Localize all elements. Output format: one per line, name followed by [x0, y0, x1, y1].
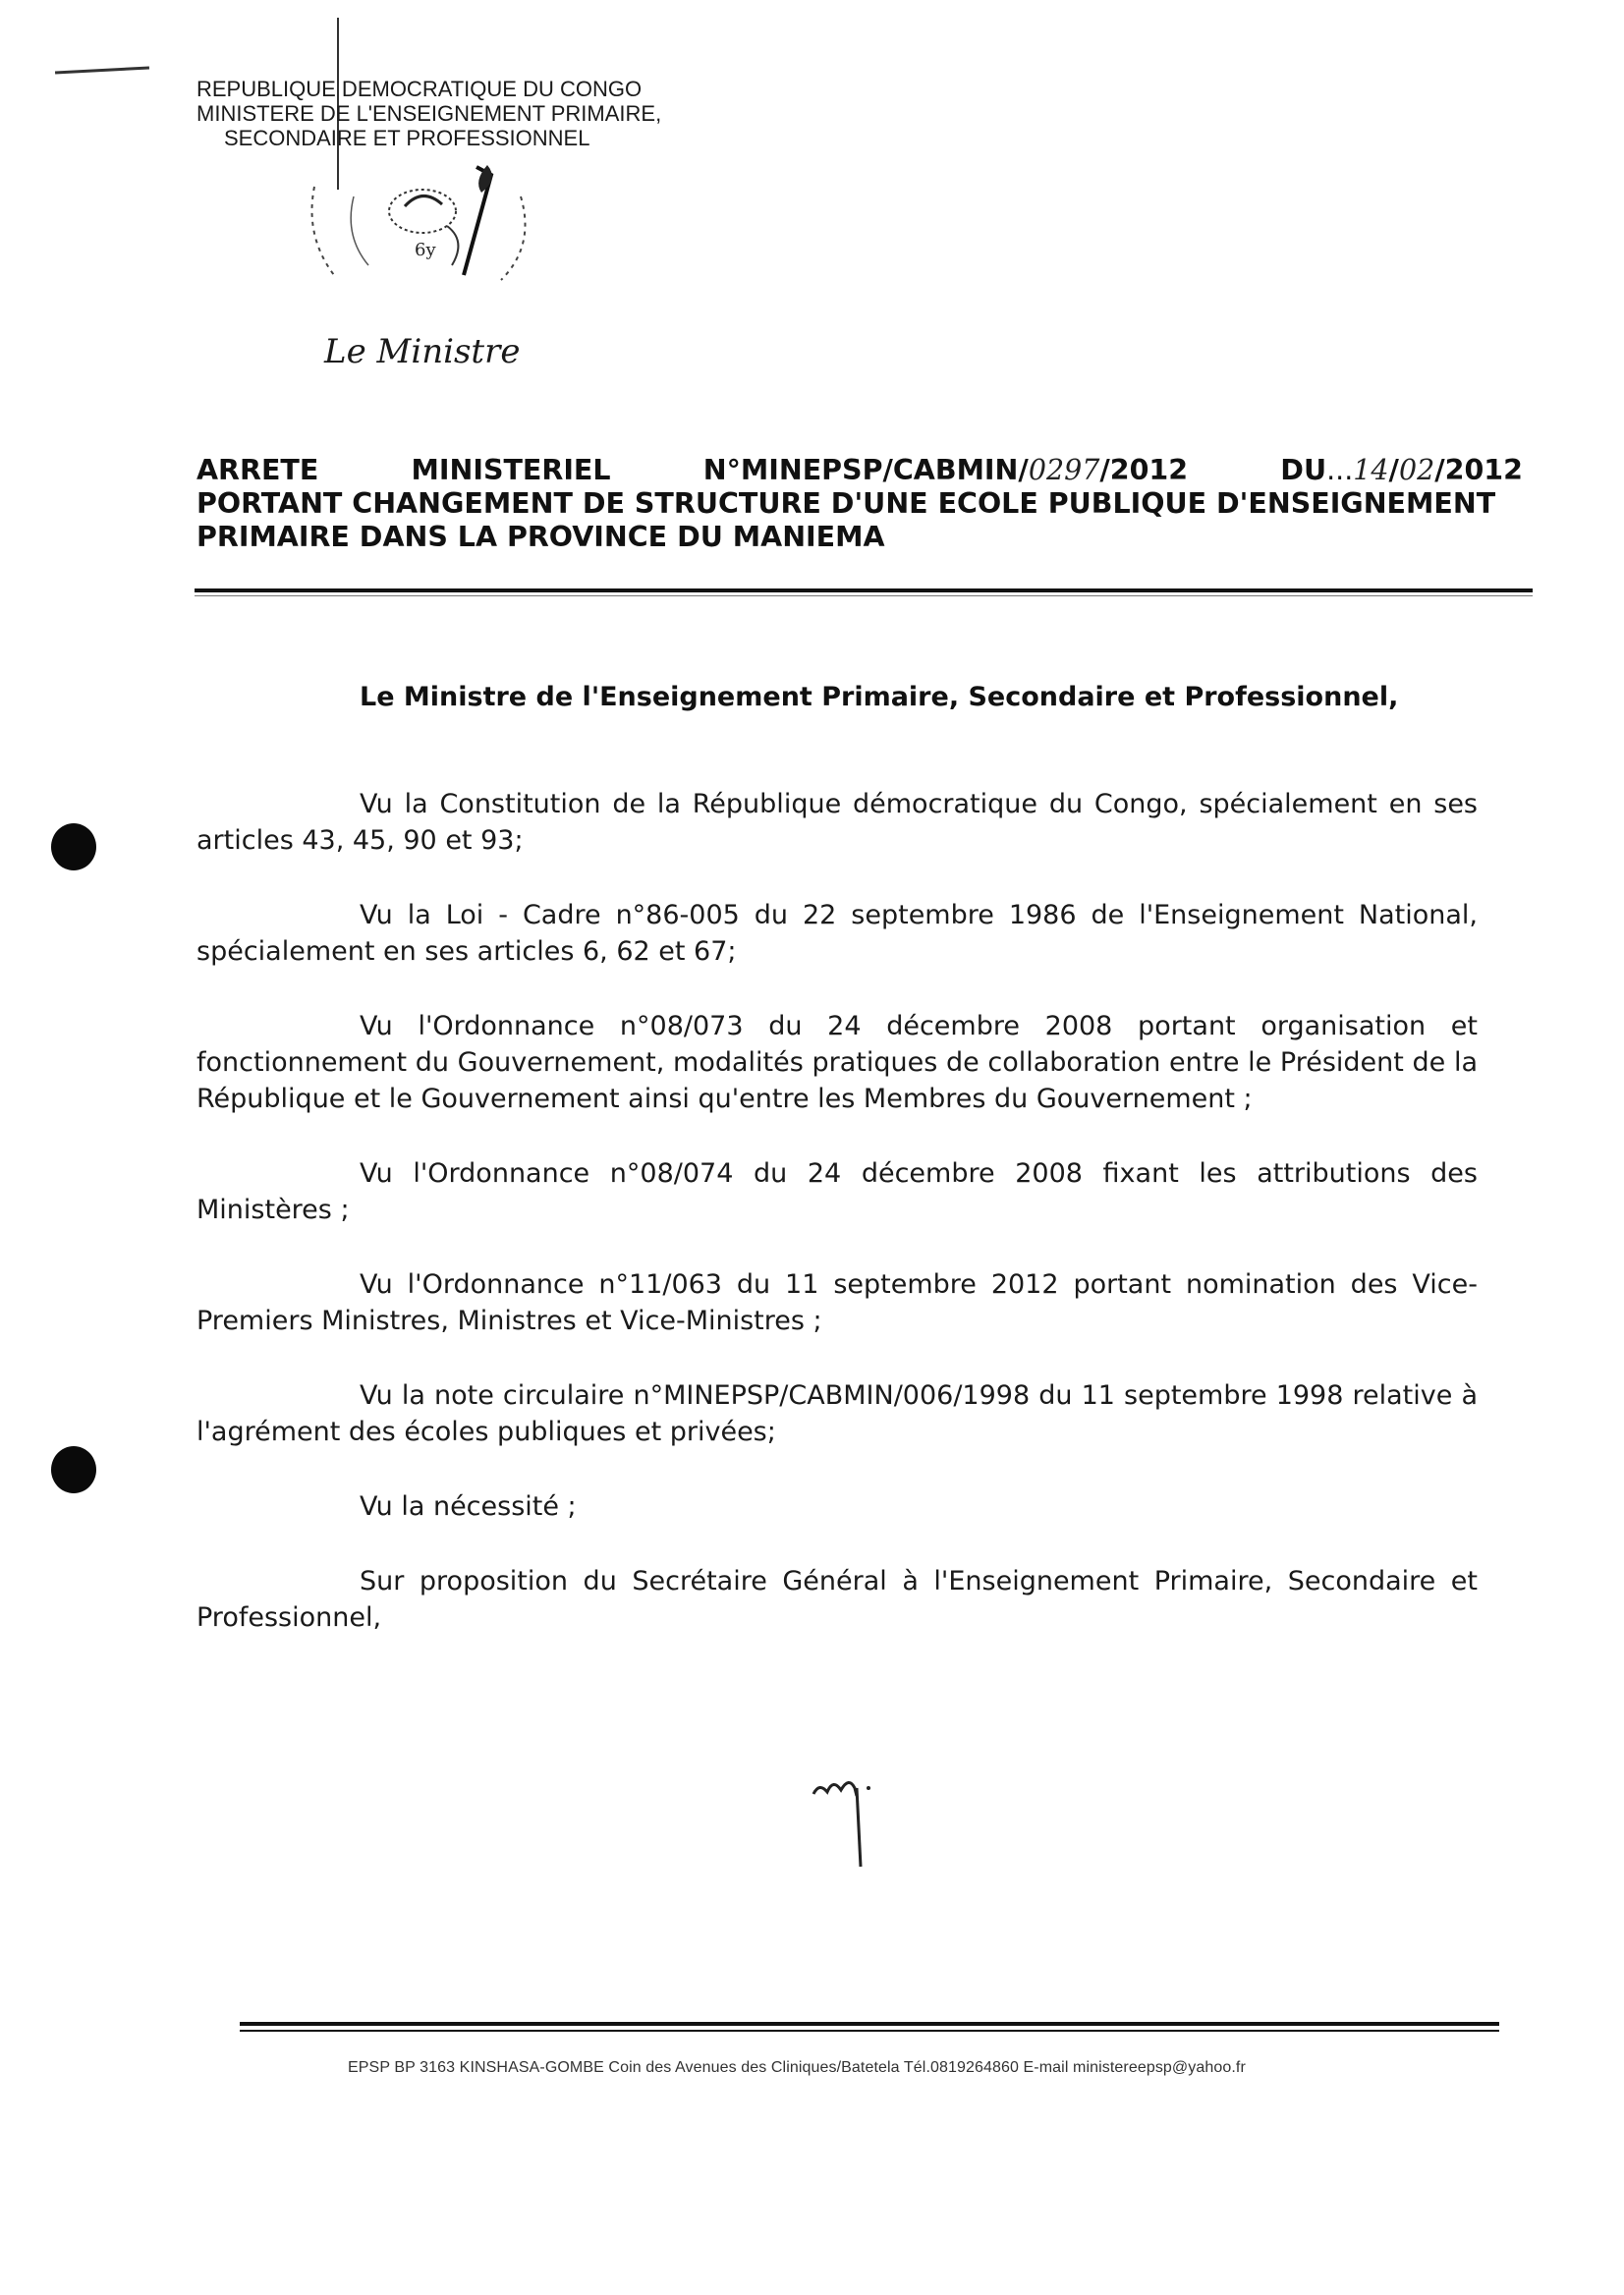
- decree-title-line3: PRIMAIRE DANS LA PROVINCE DU MANIEMA: [196, 521, 885, 553]
- consideration-paragraph: Vu l'Ordonnance n°11/063 du 11 septembre 2012 portant nomination des Vice-Premiers Ministres, Ministres et Vice-Ministres ;: [196, 1269, 1478, 1336]
- hole-punch-mark-bottom: [51, 1446, 96, 1493]
- minister-title: Le Ministre: [324, 332, 521, 371]
- consideration-paragraph: Vu la Constitution de la République démocratique du Congo, spécialement en ses articles 43, 45, 90 et 93;: [196, 789, 1478, 856]
- decree-title-line2: PORTANT CHANGEMENT DE STRUCTURE D'UNE ECOLE PUBLIQUE D'ENSEIGNEMENT: [196, 487, 1496, 520]
- footer-divider-thin: [240, 2030, 1499, 2032]
- considerations-body: [196, 786, 1478, 1674]
- heading-divider-thick: [195, 588, 1533, 592]
- svg-text:6y: 6y: [415, 240, 436, 260]
- decree-reference: N°MINEPSP/CABMIN/0297/2012: [702, 454, 1189, 486]
- decree-reference-line: [196, 454, 1523, 487]
- footer-divider-thick: [240, 2022, 1499, 2026]
- handwritten-initials: [806, 1768, 884, 1876]
- footer-contact-line: EPSP BP 3163 KINSHASA-GOMBE Coin des Avenues des Cliniques/Batetela Tél.0819264860 E-mail ministereepsp@yahoo.fr: [348, 2059, 1246, 2076]
- consideration-paragraph: Vu la Loi - Cadre n°86-005 du 22 septembre 1986 de l'Enseignement National, spécialement en ses articles 6, 62 et 67;: [196, 900, 1478, 967]
- decree-date: DU...14/02/2012: [1280, 454, 1523, 486]
- letterhead-country: REPUBLIQUE DEMOCRATIQUE DU CONGO: [196, 77, 643, 101]
- minister-intro-line: Le Ministre de l'Enseignement Primaire, Secondaire et Professionnel,: [360, 682, 1399, 712]
- coat-of-arms-emblem: [295, 157, 550, 305]
- consideration-paragraph: Vu l'Ordonnance n°08/074 du 24 décembre 2008 fixant les attributions des Ministères ;: [196, 1158, 1478, 1225]
- decree-label-arrete: ARRETE: [196, 454, 319, 486]
- handwritten-date-day: 14: [1353, 454, 1389, 486]
- letterhead: [196, 77, 661, 150]
- heading-divider-thin: [195, 595, 1533, 596]
- hole-punch-mark-top: [51, 823, 96, 870]
- consideration-paragraph: Vu l'Ordonnance n°08/073 du 24 décembre 2008 portant organisation et fonctionnement du Gouvernement, modalités pratiques de collaboration entre le Président de la République et le Gouvernement ainsi qu'entre les Membres du Gouvernement ;: [196, 1011, 1478, 1114]
- consideration-paragraph: Sur proposition du Secrétaire Général à l'Enseignement Primaire, Secondaire et Professionnel,: [196, 1566, 1478, 1633]
- decree-label-ministeriel: MINISTERIEL: [411, 454, 611, 486]
- consideration-paragraph: Vu la note circulaire n°MINEPSP/CABMIN/006/1998 du 11 septembre 1998 relative à l'agrément des écoles publiques et privées;: [196, 1380, 1478, 1447]
- handwritten-decree-number: 0297: [1028, 454, 1100, 486]
- scan-mark-top-left: [55, 66, 149, 74]
- letterhead-ministry-line1: MINISTERE DE L'ENSEIGNEMENT PRIMAIRE,: [196, 101, 662, 126]
- letterhead-ministry-line2: SECONDAIRE ET PROFESSIONNEL: [224, 126, 590, 150]
- handwritten-date-month: 02: [1398, 454, 1435, 486]
- decree-heading: [196, 454, 1523, 554]
- consideration-paragraph: Vu la nécessité ;: [360, 1491, 577, 1522]
